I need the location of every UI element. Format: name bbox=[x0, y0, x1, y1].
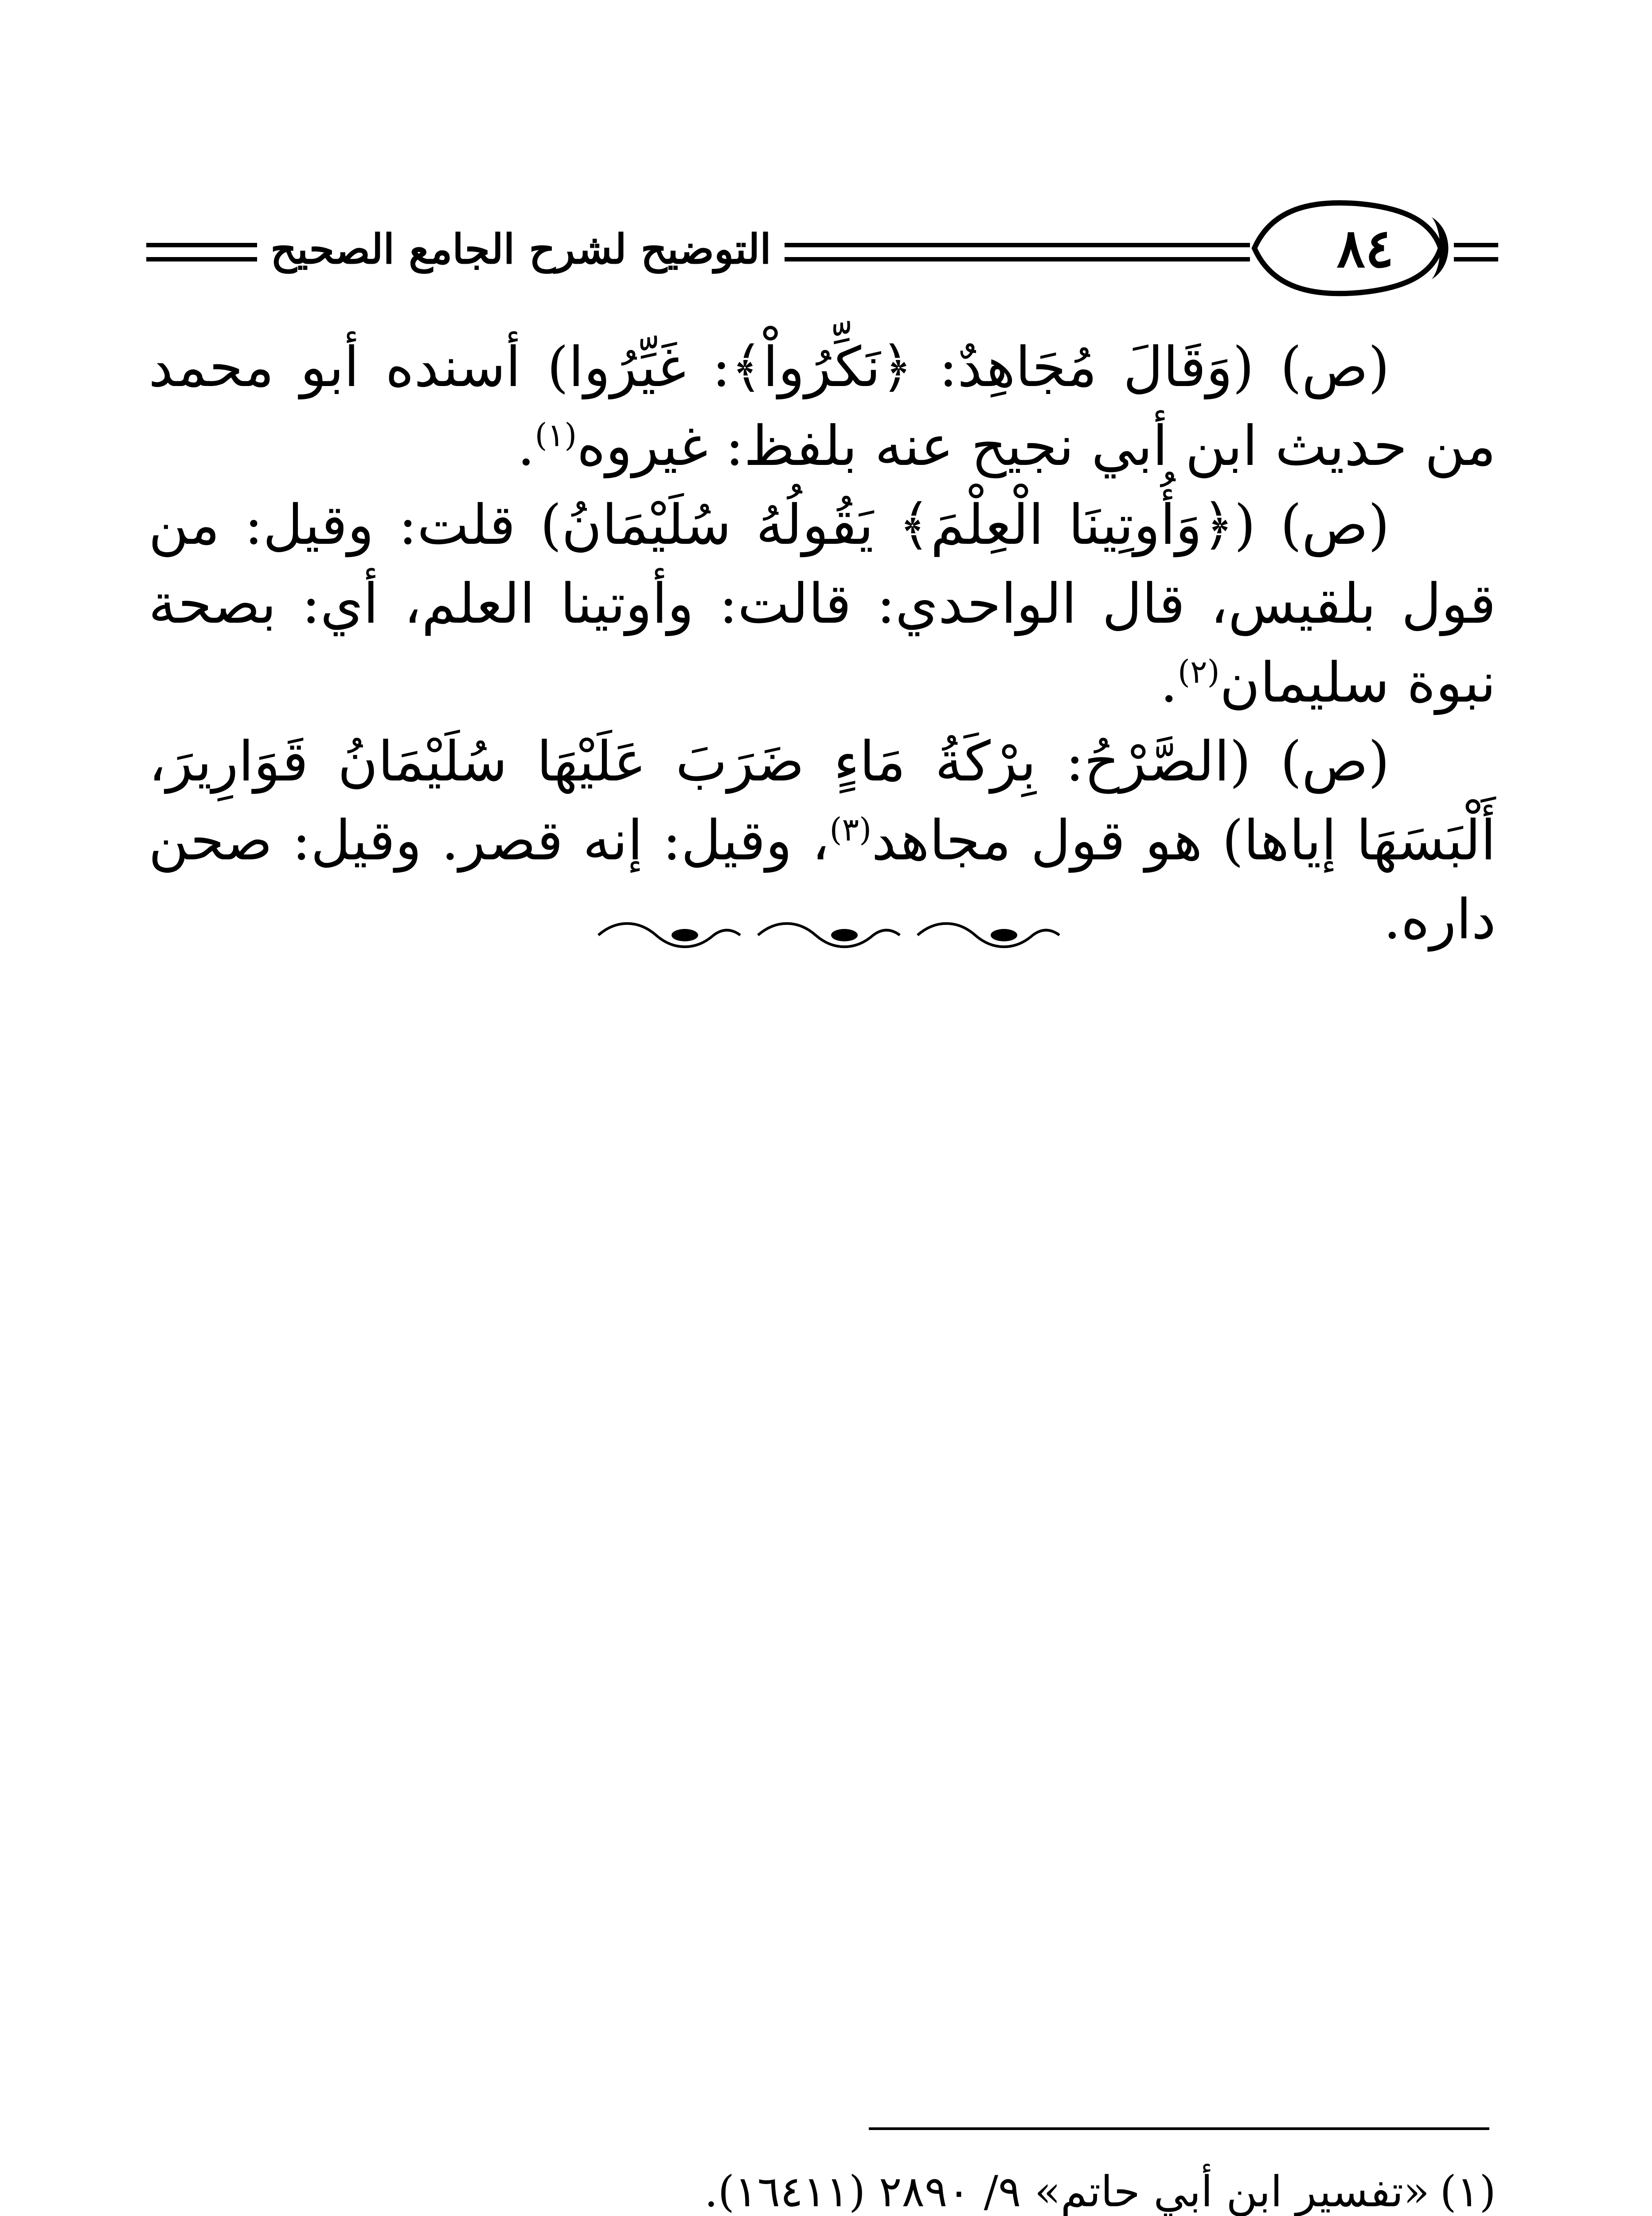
paragraph bbox=[148, 328, 1496, 486]
footnote-marker: (١) bbox=[535, 416, 577, 454]
header-rule bbox=[1454, 243, 1498, 247]
running-title: التوضيح لشرح الجامع الصحيح bbox=[270, 225, 771, 273]
footnote-text: «تفسير ابن أبي حاتم» ٩/ ٢٨٩٠ (١٦٤١١). bbox=[704, 2167, 1429, 2216]
paragraph-text: (ص) (﴿وَأُوتِينَا الْعِلْمَ﴾ يَقُولُهُ سُلَيْمَانُ) قلت: وقيل: من قول بلقيس، قال الواحدي: قالت: وأوتينا العلم، أي: بصحة نبوة سليمان bbox=[148, 493, 1496, 715]
header-rule bbox=[146, 257, 257, 261]
section-divider-ornament-icon bbox=[590, 915, 1068, 955]
header-rule bbox=[785, 257, 1250, 261]
paragraph-text: (ص) (الصَّرْحُ: بِرْكَةُ مَاءٍ ضَرَبَ عَلَيْهَا سُلَيْمَانُ قَوَارِيرَ، أَلْبَسَهَا إياها) هو قول مجاهد bbox=[148, 730, 1496, 873]
footnote-number: (١) bbox=[1440, 2167, 1496, 2216]
footnotes bbox=[621, 2154, 1496, 2216]
main-text bbox=[148, 328, 1496, 959]
header-rule bbox=[785, 243, 1250, 247]
paragraph-tail: . bbox=[517, 414, 535, 478]
paragraph-text: (ص) (وَقَالَ مُجَاهِدٌ: ﴿نَكِّرُواْ﴾: غَيِّرُوا) أسنده أبو محمد من حديث ابن أبي نجيح عنه بلفظ: غيروه bbox=[148, 336, 1496, 478]
footnote-marker: (٢) bbox=[1177, 653, 1220, 691]
header-rule bbox=[1454, 257, 1498, 261]
paragraph-tail: . bbox=[1160, 651, 1178, 715]
header-rule bbox=[146, 243, 257, 247]
footnote bbox=[621, 2154, 1496, 2216]
paragraph bbox=[148, 486, 1496, 722]
paragraph-tail: ، وقيل: إنه قصر. وقيل: صحن داره. bbox=[148, 809, 1496, 952]
page-number: ٨٤ bbox=[1336, 217, 1394, 280]
footnote-marker: (٣) bbox=[829, 811, 872, 848]
page-header bbox=[146, 191, 1498, 306]
footnote-separator bbox=[869, 2127, 1489, 2130]
